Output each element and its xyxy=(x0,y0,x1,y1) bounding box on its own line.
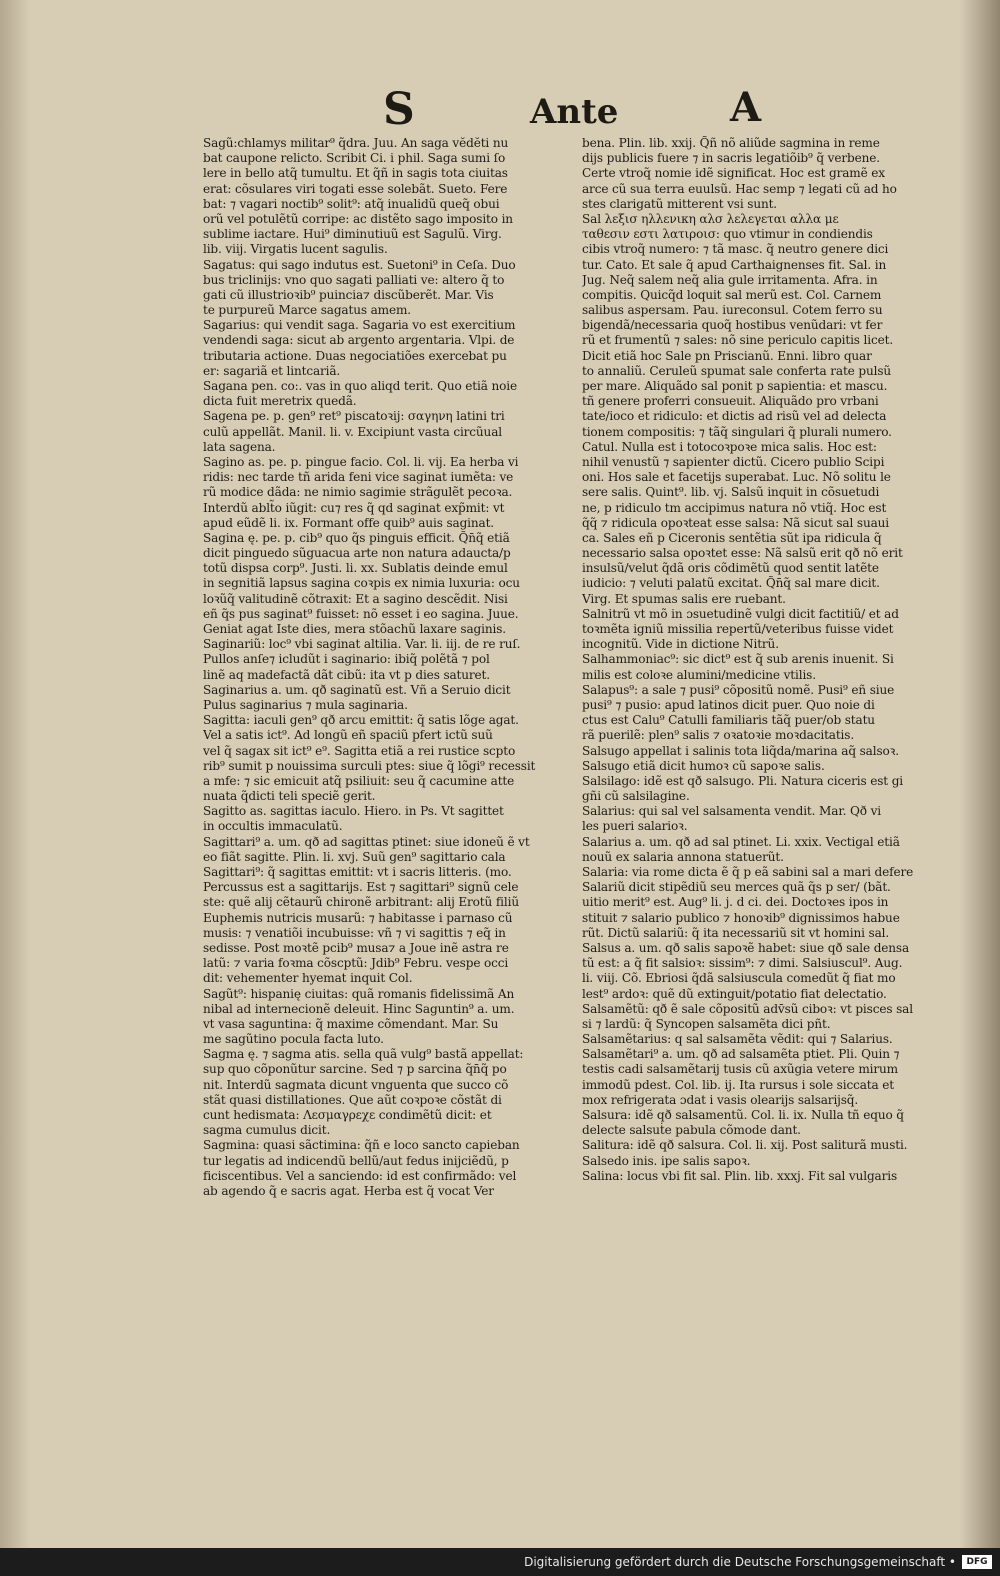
text-line: Sagma ę. ⁊ sagma atis. sella quã vulg⁹ bastã appellat: xyxy=(203,1047,524,1062)
text-line: sagma cumulus dicit. xyxy=(203,1123,331,1138)
text-line: lere in bello atq̃ tumultu. Et q̃ñ in sagis tota ciuitas xyxy=(203,166,508,181)
text-line: to annaliũ. Ceruleũ spumat sale conferta rate pulsũ xyxy=(582,363,892,378)
text-line: oni. Hos sale et facetijs superabat. Luc. Nõ solitu le xyxy=(582,470,891,485)
text-line: Jug. Neq̃ salem neq̃ alia gule irritamenta. Afra. in xyxy=(582,272,878,287)
text-line: ca. Sales eñ p Ciceronis sentẽtia sũt ipa ridicula q̃ xyxy=(582,530,882,545)
text-line: totũ dispsa corp⁹. Justi. li. xx. Sublatis deinde emul xyxy=(203,561,508,576)
text-line: nihil venustũ ⁊ sapienter dictũ. Cicero publio Scipi xyxy=(582,454,885,469)
text-line: Sagitto as. sagittas iaculo. Hiero. in Ps. Vt sagittet xyxy=(203,804,504,819)
text-line: tũ est: a q̃ fit salsioꝛ: sissim⁹: ⁊ dimi. Salsiuscul⁹. Aug. xyxy=(582,956,903,971)
text-line: Pullos anſe⁊ icludũt i saginario: ibiq̃ polẽtã ⁊ pol xyxy=(203,652,490,667)
text-line: nibal ad internecionẽ deleuit. Hinc Saguntin⁹ a. um. xyxy=(203,1001,515,1016)
text-line: ste: quẽ alij cẽtaurũ chironẽ arbitrant: alij Erotũ filiũ xyxy=(203,895,519,910)
text-line: Sagino as. pe. p. pingue facio. Col. li. vij. Ea herba vi xyxy=(203,454,519,469)
text-line: Percussus est a sagittarijs. Est ⁊ sagittari⁹ signũ cele xyxy=(203,880,519,895)
text-line: Salarius: qui sal vel salsamenta vendit. Mar. Qð vi xyxy=(582,804,881,819)
text-line: Saginariũ: loc⁹ vbi saginat altilia. Var. li. iij. de re ruſ. xyxy=(203,637,521,652)
text-line: eñ q̃s pus saginat⁹ fuisset: nõ esset i eo sagina. Juue. xyxy=(203,606,519,621)
running-header xyxy=(0,84,1000,144)
text-line: necessario salsa opoꝛtet esse: Nã salsũ erit qð nõ erit xyxy=(582,546,903,561)
text-line: erat: cõsulares viri togati esse solebãt. Sueto. Fere xyxy=(203,181,508,196)
text-line: Euphemis nutricis musarũ: ⁊ habitasse i parnaso cũ xyxy=(203,910,513,925)
text-line: lib. viij. Virgatis lucent sagulis. xyxy=(203,242,388,257)
text-line: ridis: nec tarde tñ arida feni vice saginat iumẽta: ve xyxy=(203,470,514,485)
text-line: tributaria actione. Duas negociatiões exercebat pu xyxy=(203,348,507,363)
text-line: orũ vel potulẽtũ corripe: ac distẽto sago imposito in xyxy=(203,211,513,226)
left-text-column xyxy=(203,136,598,1296)
text-line: linẽ aq madefactã dãt cibũ: ita vt p dies saturet. xyxy=(203,667,490,682)
text-line: Sal λεξισ ηλλενικη αλσ λελεγεται αλλα με xyxy=(582,211,839,226)
text-line: culũ appellãt. Manil. li. v. Excipiunt vasta circũual xyxy=(203,424,502,439)
text-line: milis est coloꝛe alumini/medicine vtilis. xyxy=(582,667,816,682)
text-line: uitio merit⁹ est. Aug⁹ li. j. d ci. dei. Doctoꝛes ipos in xyxy=(582,895,889,910)
text-line: ficiscentibus. Vel a sanciendo: id est confirmãdo: vel xyxy=(203,1168,517,1183)
text-line: Sagittari⁹ a. um. qð ad sagittas ptinet: siue idoneũ ẽ vt xyxy=(203,834,530,849)
text-line: Salnitrũ vt mõ in ɔsuetudinẽ vulgi dicit factitiũ/ et ad xyxy=(582,606,899,621)
header-letter-left: S xyxy=(383,84,415,135)
text-line: toꝛmẽta igniũ missilia repertũ/veteribus fuisse videt xyxy=(582,622,894,636)
text-line: delecte salsuṫe pabula cõmode dant. xyxy=(582,1123,801,1138)
footer-credit: Digitalisierung gefördert durch die Deutsche Forschungsgemeinschaft • xyxy=(524,1555,956,1569)
text-line: tur. Cato. Et sale q̃ apud Carthaignenses fit. Sal. in xyxy=(582,257,887,272)
text-line: rũ modice dãda: ne nimio sagimie strãgulẽt pecoꝛa. xyxy=(203,485,513,500)
text-line: Pulus saginarius ⁊ mula saginaria. xyxy=(203,697,408,712)
text-line: nuata q̃dicti teli speciẽ gerit. xyxy=(203,789,376,804)
text-line: Salariũ dicit stipẽdiũ seu merces quã q̃s p ser/ (bãt. xyxy=(582,880,891,895)
text-line: musis: ⁊ venatiõi incubuisse: vñ ⁊ vi sagittis ⁊ eq̃ in xyxy=(203,925,506,940)
text-line: ctus est Calu⁹ Catulli familiaris tãq̃ puer/ob statu xyxy=(582,713,875,728)
text-line: latũ: ⁊ varia foꝛma cõscptũ: Jdib⁹ Febru. vespe occi xyxy=(203,956,509,971)
text-line: rib⁹ sumit p nouissima surculi ptes: siue q̃ lõgi⁹ recessit xyxy=(203,758,536,773)
text-line: vendendi saga: sicut ab argento argentaria. Vlpi. de xyxy=(203,333,515,348)
text-line: in occultis immaculatũ. xyxy=(203,819,343,834)
text-line: stituit ⁊ salario publico ⁊ honoꝛib⁹ dignissimos habue xyxy=(582,910,900,925)
text-line: q̃q̃ ⁊ ridicula opoꝛteat esse salsa: Nã sicut sal suaui xyxy=(582,515,890,530)
text-line: Certe vtroq̃ nomie idẽ significat. Hoc est gramẽ ex xyxy=(582,166,885,181)
text-line: tur legatis ad indicendũ bellũ/aut fedus inijciẽdũ, p xyxy=(203,1153,509,1168)
text-line: stãt quasi distillationes. Que aũt coꝛpoꝛe cõstãt di xyxy=(203,1092,502,1107)
text-line: insulsũ/velut q̃dã oris cõdimẽtũ quod sentit latẽte xyxy=(582,561,879,576)
text-line: Salsamẽtarius: q sal salsamẽta vẽdit: qui ⁊ Salarius. xyxy=(582,1032,893,1047)
text-line: Salsamẽtari⁹ a. um. qð ad salsamẽta ptiet. Pli. Quin ⁊ xyxy=(582,1047,900,1062)
text-line: nouũ ex salaria annona statuerũt. xyxy=(582,849,784,864)
text-line: apud eũdẽ li. ix. Formant offe quib⁹ auis saginat. xyxy=(203,515,494,530)
text-line: sedisse. Post moꝛtẽ pcib⁹ musa⁊ a Joue inẽ astra re xyxy=(203,940,509,955)
text-line: dit: vehementer hyemat inquit Col. xyxy=(203,971,413,986)
text-line: sublime iactare. Hui⁹ diminutiuũ est Sagulũ. Virg. xyxy=(203,227,502,242)
text-line: Salsura: idẽ qð salsamentũ. Col. li. ix. Nulla tñ equo q̃ xyxy=(582,1108,904,1122)
text-line: dicit pinguedo sũguacua arte non natura adaucta/p xyxy=(203,546,511,561)
text-line: mox refrigerata ɔdat i vasis olearijs salsarijsq̃. xyxy=(582,1092,859,1107)
text-line: rũt. Dictũ salariũ: q̃ ita necessariũ sit vt homini sal. xyxy=(582,925,890,940)
text-line: gñi cũ salsilagine. xyxy=(582,789,690,804)
text-line: Saginarius a. um. qð saginatũ est. Vñ a Seruio dicit xyxy=(203,682,511,697)
text-line: a mfe: ⁊ sic emicuit atq̃ psiliuit: seu q̃ cacumine atte xyxy=(203,773,515,788)
text-line: ab agendo q̃ e sacris agat. Herba est q̃ vocat Ver xyxy=(203,1183,494,1198)
text-line: vt vasa saguntina: q̃ maxime cõmendant. Mar. Su xyxy=(203,1016,499,1031)
text-line: arce cũ sua terra euulsũ. Hac semp ⁊ legati cũ ad ho xyxy=(582,181,897,196)
text-line: Salhammoniac⁹: sic dict⁹ est q̃ sub arenis inuenit. Si xyxy=(582,652,894,667)
text-line: tate/ioco et ridiculo: et dictis ad risũ vel ad delecta xyxy=(582,409,887,424)
text-line: rã puerilẽ: plen⁹ salis ⁊ oꝛatoꝛie moꝛdacitatis. xyxy=(582,728,855,743)
text-line: per mare. Aliquãdo sal ponit p sapientia: et mascu. xyxy=(582,379,888,393)
text-line: gati cũ illustrioꝛib⁹ puincia⁊ discũberẽt. Mar. Vis xyxy=(203,287,494,302)
text-line: lest⁹ ardoꝛ: quẽ dũ extinguit/potatio fiat delectatio. xyxy=(582,986,887,1001)
text-line: Sagũt⁹: hispanię ciuitas: quã romanis fidelissimã An xyxy=(203,986,515,1001)
right-text-column xyxy=(582,136,942,1296)
text-line: incognitũ. Vide in dictione Nitrũ. xyxy=(582,637,779,652)
text-line: ne, p ridiculo tm accipimus natura nõ vtiq̃. Hoc est xyxy=(582,500,887,515)
text-line: stes clarigatũ mitterent vsi sunt. xyxy=(582,196,778,211)
text-line: Salsugo etiã dicit humoꝛ cũ sapoꝛe salis. xyxy=(582,758,825,773)
text-line: Sagana pen. co:. vas in quo aliqd terit. Quo etiã noie xyxy=(203,379,517,393)
text-line: ταθεσιν εστι λατιροισ: quo vtimur in condiendis xyxy=(582,227,873,242)
text-line: rũ et frumentũ ⁊ sales: nõ sine periculo capitis licet. xyxy=(582,333,894,348)
text-line: Sagitta: iaculi gen⁹ qð arcu emittit: q̃ satis lõge agat. xyxy=(203,713,519,728)
text-line: bat caupone relicto. Scribit Ci. i phil. Saga sumi ſo xyxy=(203,151,506,166)
text-line: Salitura: idẽ qð salsura. Col. li. xij. Post saliturã musti. xyxy=(582,1138,908,1153)
text-line: testis cadi salsamẽtarij tusis cũ axũgia vetere mirum xyxy=(582,1062,898,1077)
text-line: Salsamẽtũ: qð ẽ sale cõpositũ adv̄sũ ciboꝛ: vt pisces sal xyxy=(582,1001,913,1016)
text-line: Salsugo appellat i salinis tota liq̃da/marina aq̃ salsoꝛ. xyxy=(582,743,899,758)
text-line: immodũ pdest. Col. lib. ij. Ita rursus i sole siccata et xyxy=(582,1077,894,1092)
text-line: bus triclinijs: vno quo sagati palliati ve: altero q̃ to xyxy=(203,272,505,287)
text-line: Sagũ:chlamys militar⁹ q̃dra. Juu. An saga vĕdĕti nu xyxy=(203,136,509,150)
text-line: Sagarius: qui vendit saga. Sagaria vo est exercitium xyxy=(203,318,516,333)
text-line: cibis vtroq̃ numero: ⁊ tã masc. q̃ neutro genere dici xyxy=(582,242,889,257)
text-line: tñ genere proferri consueuit. Aliquãdo pro vrbani xyxy=(582,394,879,409)
text-line: er: sagariã et lintcariã. xyxy=(203,363,341,378)
text-line: compitis. Quicq̃d loquit sal merũ est. Col. Carnem xyxy=(582,287,882,302)
text-line: Salarius a. um. qð ad sal ptinet. Li. xxix. Vectigal etiã xyxy=(582,834,900,849)
text-line: Salina: locus vbi fit sal. Plin. lib. xxxj. Fit sal vulgaris xyxy=(582,1168,898,1183)
page-edge-shadow xyxy=(0,0,30,1548)
text-line: Sagatus: qui sago indutus est. Suetoni⁹ in Ceſa. Duo xyxy=(203,257,516,272)
text-line: cunt hedismata: Λεσμαγρεχε condimẽtũ dicit: et xyxy=(203,1108,492,1122)
text-line: si ⁊ lardũ: q̃ Syncopen salsamẽta dici pñt. xyxy=(582,1016,831,1031)
text-line: te purpureũ Marce sagatus amem. xyxy=(203,303,411,318)
text-line: Sagmina: quasi sãctimina: q̃ñ e loco sancto capieban xyxy=(203,1138,520,1153)
text-line: Vel a satis ict⁹. Ad longũ eñ spaciũ pfert ictũ suũ xyxy=(203,728,493,743)
text-line: eo fiãt sagitte. Plin. li. xvj. Suũ gen⁹ sagittario cala xyxy=(203,849,506,864)
text-line: vel q̃ sagax sit ict⁹ e⁹. Sagitta etiã a rei rustice scpto xyxy=(203,743,516,758)
text-line: tionem compositis: ⁊ tãq̃ singulari q̃ plurali numero. xyxy=(582,424,892,439)
text-line: Geniat agat Iste dies, mera stõachũ laxare saginis. xyxy=(203,622,506,636)
text-line: dicta fuit meretrix quedã. xyxy=(203,394,357,409)
text-line: Salapus⁹: a sale ⁊ pusi⁹ cõpositũ nomẽ. Pusi⁹ eñ siue xyxy=(582,682,895,697)
text-line: pusi⁹ ⁊ pusio: apud latinos dicit puer. Quo noie di xyxy=(582,697,875,712)
text-line: Catul. Nulla est i totocoꝛpoꝛe mica salis. Hoc est: xyxy=(582,439,877,454)
text-line: li. viij. Cõ. Ebriosi q̃dã salsiuscula comedũt q̃ fiat mo xyxy=(582,971,896,986)
text-line: Salaria: via rome dicta ẽ q̃ p eã sabini sal a mari defere xyxy=(582,865,914,879)
text-line: bigendã/necessaria quoq̃ hostibus venũdari: vt fer xyxy=(582,318,883,333)
gutter-shadow xyxy=(960,0,1000,1548)
text-line: Sagina ę. pe. p. cib⁹ quo q̃s pinguis efficit. Q̃n̄q̃ etiã xyxy=(203,530,510,545)
text-line: iudicio: ⁊ veluti palatũ excitat. Q̃n̄q̃ sal mare dicit. xyxy=(582,576,880,591)
text-line: sere salis. Quint⁹. lib. vj. Salsũ inquit in cõsuetudi xyxy=(582,485,880,500)
dfg-logo-icon: DFG xyxy=(962,1555,992,1569)
text-line: Salsus a. um. qð salis sapoꝛẽ habet: siue qð sale densa xyxy=(582,940,910,955)
digitization-footer xyxy=(0,1548,1000,1576)
text-line: salibus aspersam. Pau. iureconsul. Cotem ferro su xyxy=(582,303,883,318)
text-line: Salsilago: idẽ est qð salsugo. Pli. Natura ciceris est gi xyxy=(582,773,904,788)
text-line: me sagũtino pocula facta luto. xyxy=(203,1032,384,1047)
header-word: Ante xyxy=(530,92,619,132)
text-line: Dicit etiã hoc Sale pn Priscianũ. Enni. libro quar xyxy=(582,348,872,363)
text-line: nit. Interdũ sagmata dicunt vnguenta que succo cõ xyxy=(203,1077,509,1092)
text-line: sup quo cõponũtur sarcine. Sed ⁊ p sarcina q̃n̄q̃ po xyxy=(203,1062,507,1077)
text-line: lata sagena. xyxy=(203,439,276,454)
text-line: in segnitiã lapsus sagina coꝛpis ex nimia luxuria: ocu xyxy=(203,576,520,591)
text-line: Sagena pe. p. gen⁹ ret⁹ piscatoꝛij: σαγηνη latini tri xyxy=(203,409,505,424)
text-line: dijs publicis fuere ⁊ in sacris legatiõib⁹ q̃ verbene. xyxy=(582,151,880,166)
text-line: Interdũ ablt̃o iũgit: cu⁊ res q̃ qd saginat exp̃mit: vt xyxy=(203,500,505,515)
text-line: bena. Plin. lib. xxij. Q̃ñ nõ aliũde sagmina in reme xyxy=(582,136,880,150)
text-line: bat: ⁊ vagari noctib⁹ solit⁹: atq̃ inualidũ queq̃ obui xyxy=(203,196,500,211)
text-line: Virg. Et spumas salis ere ruebant. xyxy=(582,591,786,606)
text-line: Sagittari⁹: q̃ sagittas emittit: vt i sacris litteris. (mo. xyxy=(203,865,512,879)
header-letter-right: A xyxy=(730,84,762,131)
text-line: les pueri salarioꝛ. xyxy=(582,819,688,834)
text-line: loꝛũq̃ valitudinẽ cõtraxit: Et a sagino descẽdit. Nisi xyxy=(203,591,508,606)
text-line: Salsedo inis. ipe salis sapoꝛ. xyxy=(582,1153,751,1168)
